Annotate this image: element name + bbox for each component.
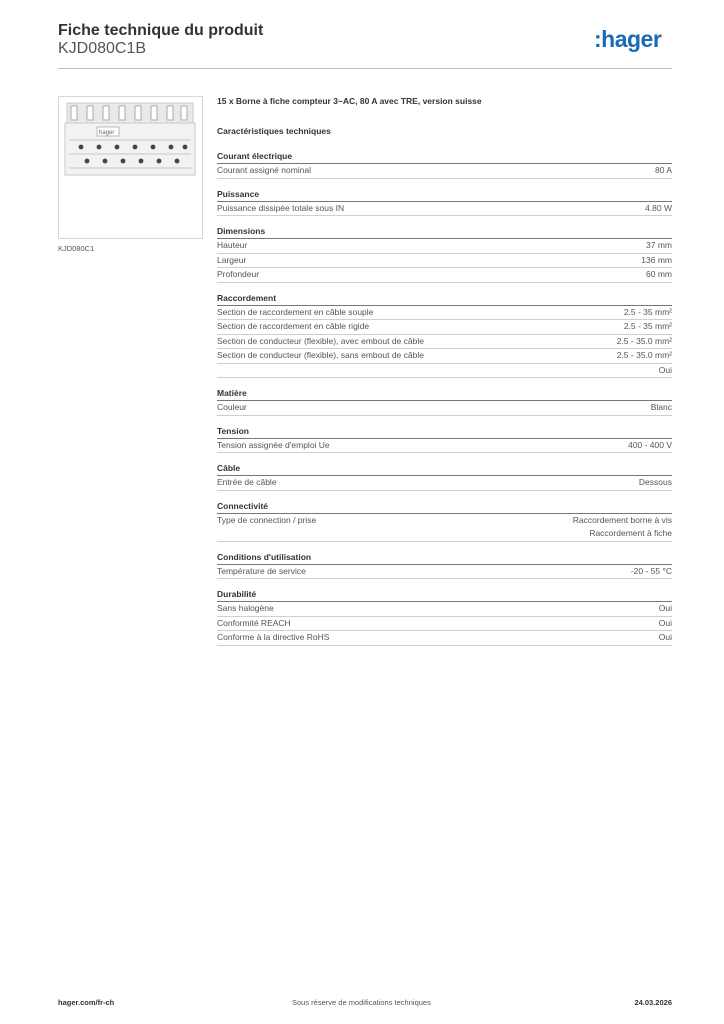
spec-row	[217, 349, 672, 364]
spec-section	[217, 463, 672, 491]
spec-value-line: 400 - 400 V	[628, 439, 672, 450]
spec-label: Conformité REACH	[217, 617, 291, 628]
spec-section	[217, 293, 672, 379]
spec-row	[217, 439, 672, 454]
spec-value-line: Raccordement borne à vis	[572, 514, 672, 525]
spec-section	[217, 388, 672, 416]
product-image	[58, 96, 203, 239]
spec-value-line: Dessous	[638, 477, 672, 487]
footer-date: 24.03.2026	[634, 998, 672, 1007]
spec-value-line: Oui	[658, 632, 672, 642]
spec-label: Conforme à la directive RoHS	[217, 632, 330, 642]
footer-website[interactable]: hager.com/fr-ch	[58, 998, 115, 1007]
spec-section	[217, 151, 672, 179]
spec-value-line: Oui	[658, 603, 672, 613]
spec-label: Hauteur	[217, 240, 248, 250]
spec-row	[217, 631, 672, 646]
section-heading: Connectivité	[217, 501, 672, 514]
spec-label: Section de conducteur (flexible), avec embout de câble	[217, 335, 424, 346]
image-caption: KJD080C1	[58, 244, 95, 253]
section-heading: Conditions d'utilisation	[217, 552, 672, 565]
spec-value-line: Oui	[658, 617, 672, 628]
spec-row	[217, 239, 672, 254]
specs-sections	[217, 151, 672, 646]
spec-row	[217, 164, 672, 179]
spec-value-line: 2.5 - 35 mm²	[623, 321, 672, 331]
spec-value	[646, 239, 672, 253]
section-heading: Tension	[217, 426, 672, 439]
page-title: Fiche technique du produit	[58, 22, 264, 39]
spec-value	[651, 401, 672, 415]
spec-value	[631, 565, 672, 579]
spec-label: Couleur	[217, 402, 247, 412]
spec-value-line: 4.80 W	[645, 202, 672, 213]
spec-label: Puissance dissipée totale sous IN	[217, 202, 345, 213]
spec-value-line: 37 mm	[646, 240, 672, 250]
spec-row	[217, 602, 672, 617]
spec-section	[217, 189, 672, 217]
spec-value-line: -20 - 55 °C	[630, 565, 672, 576]
spec-row	[217, 254, 672, 269]
product-description: 15 x Borne à fiche compteur 3~AC, 80 A avec TRE, version suisse	[217, 96, 482, 106]
spec-value	[659, 631, 672, 645]
spec-value	[617, 349, 672, 363]
spec-label: Profondeur	[217, 269, 260, 279]
spec-value	[646, 268, 672, 282]
section-heading: Matière	[217, 388, 672, 401]
spec-section	[217, 501, 672, 542]
spec-label: Type de connection / prise	[217, 514, 317, 525]
specs-title: Caractéristiques techniques	[217, 126, 331, 136]
spec-value	[617, 335, 672, 349]
spec-value-line: Raccordement à fiche	[589, 528, 672, 538]
spec-label: Section de raccordement en câble rigide	[217, 321, 370, 331]
spec-row	[217, 476, 672, 491]
content-column	[217, 96, 672, 656]
spec-value-line: 2.5 - 35.0 mm²	[616, 335, 672, 346]
spec-row	[217, 617, 672, 632]
spec-row	[217, 565, 672, 580]
spec-label: Sans halogène	[217, 603, 274, 613]
spec-value-line: 80 A	[654, 165, 672, 175]
section-heading: Câble	[217, 463, 672, 476]
section-heading: Raccordement	[217, 293, 672, 306]
spec-label: Entrée de câble	[217, 477, 277, 487]
spec-row	[217, 514, 672, 542]
footer-notice: Sous réserve de modifications techniques	[292, 998, 431, 1007]
spec-label: Section de raccordement en câble souple	[217, 306, 374, 317]
spec-value	[624, 320, 672, 334]
product-reference: KJD080C1B	[58, 40, 147, 57]
spec-value-line: Blanc	[650, 402, 672, 412]
spec-label: Courant assigné nominal	[217, 165, 312, 175]
spec-value-line: 136 mm	[641, 254, 672, 265]
spec-value-line: 2.5 - 35 mm²	[623, 306, 672, 317]
spec-value	[639, 476, 672, 490]
spec-row	[217, 202, 672, 217]
spec-row	[217, 335, 672, 350]
section-heading: Durabilité	[217, 589, 672, 602]
spec-value	[655, 164, 672, 178]
section-heading: Dimensions	[217, 226, 672, 239]
terminal-block-illustration	[59, 97, 202, 238]
spec-row	[217, 364, 672, 379]
spec-section	[217, 226, 672, 283]
spec-row	[217, 306, 672, 321]
spec-value	[659, 602, 672, 616]
spec-row	[217, 320, 672, 335]
spec-label: Température de service	[217, 565, 306, 576]
spec-value	[624, 306, 672, 320]
spec-section	[217, 552, 672, 580]
spec-value-line: 60 mm	[646, 269, 672, 279]
spec-value	[659, 617, 672, 631]
spec-section	[217, 426, 672, 454]
spec-row	[217, 401, 672, 416]
section-heading: Puissance	[217, 189, 672, 202]
spec-label: Section de conducteur (flexible), sans embout de câble	[217, 350, 424, 360]
spec-value-line: 2.5 - 35.0 mm²	[616, 350, 672, 360]
spec-value	[573, 514, 672, 541]
section-heading: Courant électrique	[217, 151, 672, 164]
spec-value	[641, 254, 672, 268]
spec-section	[217, 589, 672, 646]
spec-label: Tension assignée d'emploi Ue	[217, 439, 330, 450]
spec-value	[628, 439, 672, 453]
header-divider	[58, 68, 672, 69]
spec-value-line: Oui	[658, 364, 672, 375]
spec-row	[217, 268, 672, 283]
spec-label: Largeur	[217, 254, 247, 265]
spec-value	[659, 364, 672, 378]
image-brand-text: hager	[99, 130, 115, 136]
brand-logo: :hager	[594, 26, 662, 52]
spec-value	[645, 202, 672, 216]
